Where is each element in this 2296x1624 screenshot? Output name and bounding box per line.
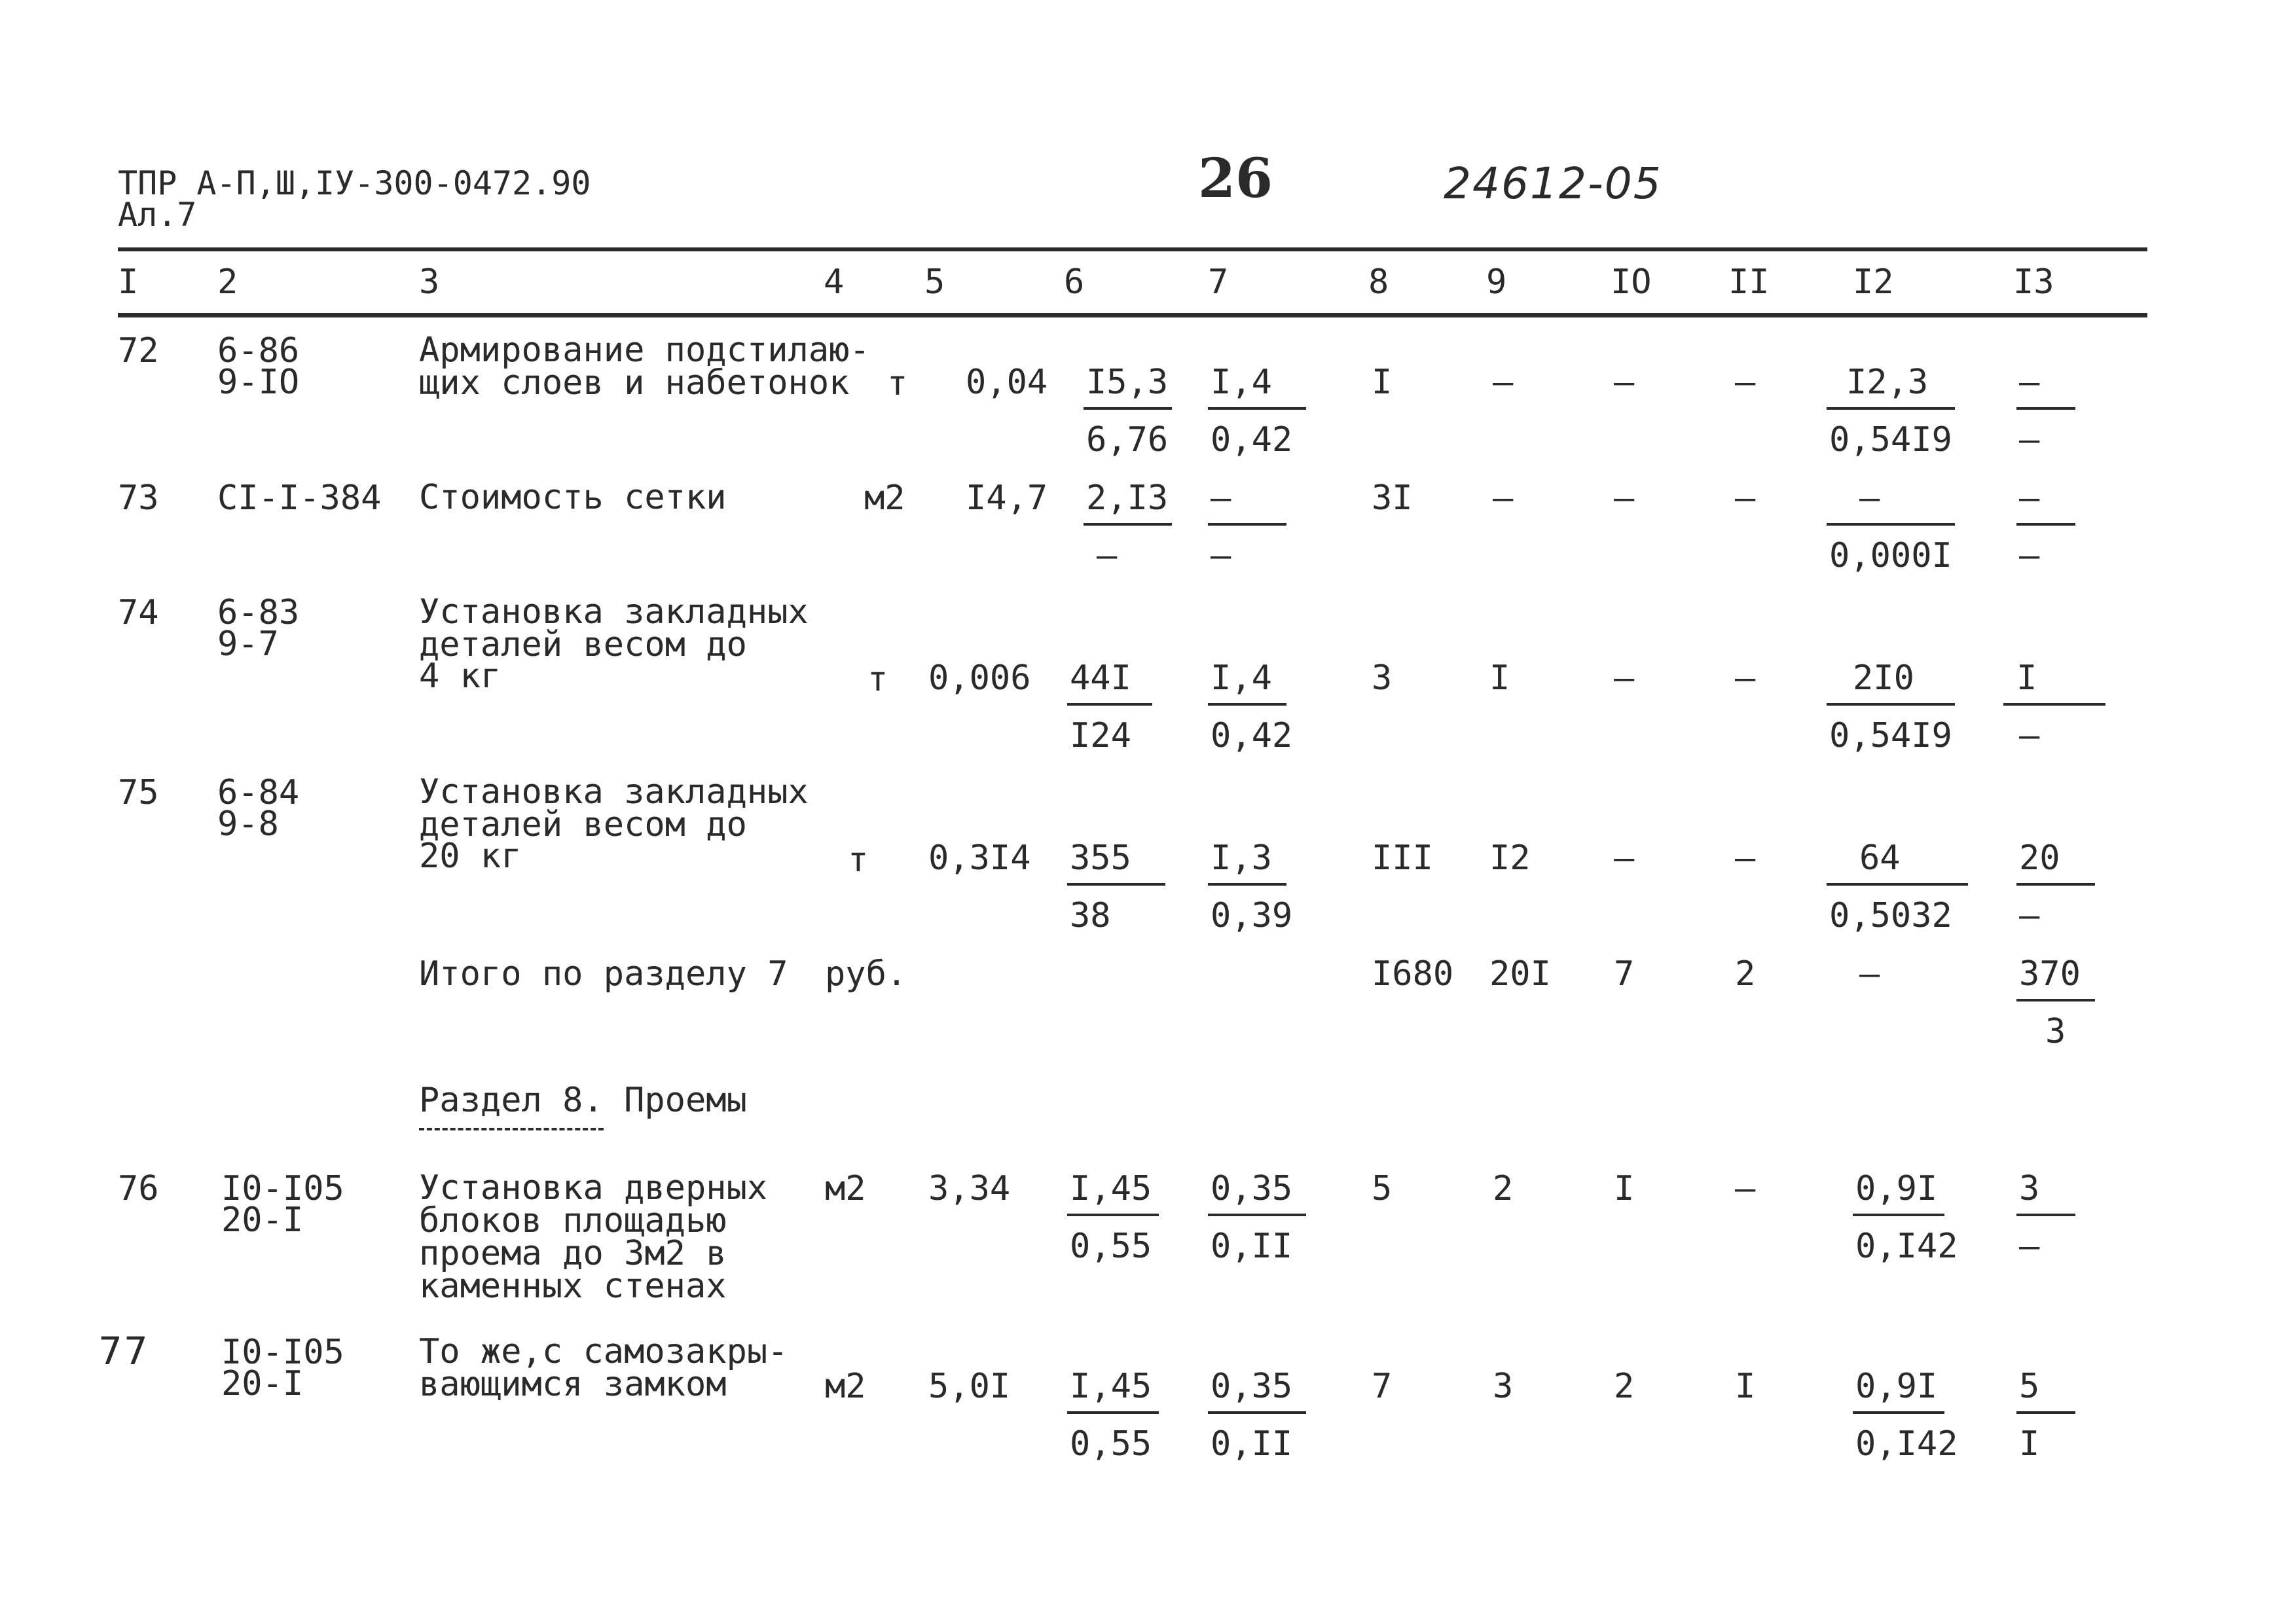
col8-value: 3I (1372, 478, 1413, 518)
total-col11: 2 (1735, 954, 1756, 994)
work-description: То же,с самозакры- (419, 1332, 788, 1371)
fraction-bottom: I (2019, 1424, 2040, 1464)
row-number: 72 (118, 331, 159, 370)
fraction-bottom: – (2019, 536, 2040, 575)
col9-value: – (1493, 478, 1514, 518)
col9-value: I (1489, 659, 1510, 698)
fraction-top: 20 (2016, 841, 2095, 886)
quantity: 5,0I (928, 1367, 1011, 1406)
norm-code: 6-83 (217, 593, 300, 632)
quantity: 0,3I4 (928, 839, 1031, 878)
fraction-top: 64 (1827, 841, 1968, 886)
fraction-top: I (2003, 661, 2105, 706)
fraction-bottom: 0,55 (1070, 1424, 1152, 1464)
fraction-bottom: – (2019, 896, 2040, 935)
norm-code: 9-7 (217, 624, 279, 664)
fraction-top: 370 (2016, 957, 2095, 1001)
work-description: щих слоев и набетонок (419, 363, 850, 403)
column-header: I3 (2013, 262, 2054, 302)
column-header: 6 (1064, 262, 1085, 302)
norm-code: I0-I05 (221, 1169, 344, 1208)
fraction-bottom: 0,II (1211, 1424, 1293, 1464)
total-col13 (2016, 954, 2095, 1051)
fraction-top: – (1208, 481, 1286, 526)
column-header: I (118, 262, 139, 302)
fraction-top: 2I0 (1827, 661, 1955, 706)
total-col12: – (1859, 954, 1880, 994)
quantity: 0,04 (966, 363, 1048, 402)
col10-value: 2 (1614, 1367, 1635, 1406)
col10-value: – (1614, 363, 1635, 402)
cost-fraction-col7 (1208, 363, 1306, 460)
fraction-bottom: 6,76 (1086, 420, 1169, 460)
col8-value: III (1372, 839, 1433, 878)
total-unit: руб. (825, 954, 907, 994)
column-header: II (1728, 262, 1770, 302)
row-number: 76 (118, 1169, 159, 1208)
quantity: 0,006 (928, 659, 1031, 698)
cost-fraction-col6 (1067, 841, 1165, 933)
fraction-bottom: 38 (1070, 896, 1111, 935)
fraction-bottom: 0,54I9 (1829, 716, 1952, 755)
sheet-label: Ал.7 (118, 196, 197, 234)
col10-value: – (1614, 659, 1635, 698)
col11-value: – (1735, 1169, 1756, 1208)
unit: м2 (825, 1169, 866, 1208)
norm-code: 6-86 (217, 331, 300, 370)
cost-fraction-col7 (1208, 661, 1292, 753)
cost-fraction-col7 (1208, 841, 1292, 933)
fraction-top: I5,3 (1084, 365, 1172, 410)
cost-fraction-col13 (2016, 841, 2095, 933)
work-description: Стоимость сетки (419, 478, 727, 517)
column-header: 4 (824, 262, 845, 302)
table-top-rule (118, 247, 2147, 251)
cost-fraction-col12 (1853, 1169, 1958, 1266)
fraction-bottom: 0,000I (1829, 536, 1952, 575)
col9-value: 3 (1493, 1367, 1514, 1406)
fraction-top: 355 (1067, 841, 1165, 886)
fraction-bottom: – (1097, 536, 1118, 575)
unit: м2 (864, 478, 905, 518)
fraction-bottom: 0,39 (1211, 896, 1293, 935)
cost-fraction-col12 (1827, 661, 1955, 753)
fraction-bottom: – (2019, 1227, 2040, 1266)
unit: т (867, 660, 888, 699)
work-description: деталей весом до (419, 805, 747, 844)
unit: т (848, 840, 869, 880)
cost-fraction-col13 (2016, 478, 2075, 575)
fraction-bottom: 3 (2045, 1012, 2066, 1051)
cost-fraction-col6 (1084, 478, 1172, 575)
column-header: 9 (1486, 262, 1507, 302)
fraction-top: 44I (1067, 661, 1152, 706)
cost-fraction-col13 (2016, 1169, 2075, 1266)
fraction-bottom: 0,II (1211, 1227, 1293, 1266)
cost-fraction-col13 (2003, 661, 2105, 753)
quantity: I4,7 (966, 478, 1048, 518)
document-number: 24612-05 (1444, 158, 1662, 209)
work-description: каменных стенах (419, 1267, 727, 1306)
col11-value: – (1735, 839, 1756, 878)
col11-value: – (1735, 363, 1756, 402)
cost-fraction-col6 (1067, 1169, 1159, 1266)
column-header: I2 (1853, 262, 1894, 302)
fraction-bottom: 0,42 (1211, 420, 1293, 460)
fraction-top: 0,9I (1853, 1172, 1944, 1216)
column-header: 5 (924, 262, 945, 302)
fraction-top: I,45 (1067, 1369, 1159, 1414)
section-number: Раздел 8. (419, 1081, 604, 1130)
col11-value: I (1735, 1367, 1756, 1406)
work-description: проема до 3м2 в (419, 1234, 727, 1273)
fraction-bottom: 0,55 (1070, 1227, 1152, 1266)
total-col9: 20I (1489, 954, 1551, 994)
fraction-top: 5 (2016, 1369, 2075, 1414)
document-code: ТПР А-П,Ш,IУ-300-0472.90 (118, 164, 591, 202)
unit: т (887, 364, 908, 403)
fraction-bottom: 0,I42 (1855, 1424, 1958, 1464)
col8-value: 3 (1372, 659, 1393, 698)
norm-code: I0-I05 (221, 1333, 344, 1372)
fraction-top: I2,3 (1827, 365, 1955, 410)
row-number: 74 (118, 593, 159, 632)
row-number: 73 (118, 478, 159, 518)
fraction-bottom: I24 (1070, 716, 1131, 755)
total-col8: I680 (1372, 954, 1454, 994)
fraction-bottom: 0,I42 (1855, 1227, 1958, 1266)
col11-value: – (1735, 659, 1756, 698)
cost-fraction-col13 (2016, 363, 2075, 460)
cost-fraction-col7 (1208, 478, 1286, 575)
work-description: Установка дверных (419, 1168, 768, 1208)
fraction-top: I,4 (1208, 365, 1306, 410)
norm-code: 20-I (221, 1364, 304, 1403)
col9-value: 2 (1493, 1169, 1514, 1208)
column-header: 2 (217, 262, 238, 302)
col10-value: – (1614, 478, 1635, 518)
work-description: Армирование подстилаю- (419, 331, 870, 370)
work-description: деталей весом до (419, 625, 747, 664)
col10-value: I (1614, 1169, 1635, 1208)
section-title (419, 1081, 747, 1120)
cost-fraction-col6 (1067, 661, 1152, 753)
cost-fraction-col7 (1208, 1169, 1306, 1266)
col9-value: – (1493, 363, 1514, 402)
fraction-top: – (2016, 365, 2075, 410)
col11-value: – (1735, 478, 1756, 518)
fraction-bottom: 0,5032 (1829, 896, 1952, 935)
norm-code: 20-I (221, 1200, 304, 1240)
fraction-bottom: – (2019, 420, 2040, 460)
norm-code: 6-84 (217, 773, 300, 812)
fraction-top: – (2016, 481, 2075, 526)
cost-fraction-col6 (1067, 1367, 1159, 1464)
fraction-top: 2,I3 (1084, 481, 1172, 526)
fraction-top: 0,9I (1853, 1369, 1944, 1414)
total-col10: 7 (1614, 954, 1635, 994)
column-header: 7 (1208, 262, 1229, 302)
fraction-bottom: – (1211, 536, 1231, 575)
cost-fraction-col12 (1827, 841, 1968, 933)
work-description: Установка закладных (419, 772, 809, 812)
unit: м2 (825, 1367, 866, 1406)
work-description: вающимся замком (419, 1365, 727, 1404)
fraction-bottom: – (2019, 716, 2040, 755)
norm-code: 9-8 (217, 804, 279, 844)
norm-code: CI-I-384 (217, 478, 382, 518)
cost-fraction-col12 (1827, 478, 1955, 575)
cost-fraction-col6 (1084, 363, 1172, 460)
table-header-rule (118, 313, 2147, 317)
row-number: 75 (118, 773, 159, 812)
fraction-top: – (1827, 481, 1955, 526)
total-label: Итого по разделу 7 (419, 954, 788, 994)
fraction-top: 0,35 (1208, 1369, 1306, 1414)
fraction-top: I,45 (1067, 1172, 1159, 1216)
column-header: IO (1611, 262, 1652, 302)
norm-code: 9-IO (217, 363, 300, 402)
cost-fraction-col7 (1208, 1367, 1306, 1464)
fraction-bottom: 0,54I9 (1829, 420, 1952, 460)
fraction-bottom: 0,42 (1211, 716, 1293, 755)
col10-value: – (1614, 839, 1635, 878)
cost-fraction-col12 (1827, 363, 1955, 460)
col8-value: 5 (1372, 1169, 1393, 1208)
fraction-top: I,3 (1208, 841, 1286, 886)
work-description: блоков площадью (419, 1201, 727, 1240)
cost-fraction-col12 (1853, 1367, 1958, 1464)
fraction-top: 3 (2016, 1172, 2075, 1216)
col8-value: I (1372, 363, 1393, 402)
work-description: 20 кг (419, 837, 522, 876)
column-header: 8 (1368, 262, 1389, 302)
page-number: 26 (1198, 147, 1273, 210)
row-number: 77 (98, 1329, 149, 1373)
col9-value: I2 (1489, 839, 1531, 878)
section-name: Проемы (603, 1081, 747, 1120)
cost-fraction-col13 (2016, 1367, 2075, 1464)
work-description: Установка закладных (419, 592, 809, 632)
fraction-top: I,4 (1208, 661, 1286, 706)
quantity: 3,34 (928, 1169, 1011, 1208)
col8-value: 7 (1372, 1367, 1393, 1406)
work-description: 4 кг (419, 657, 501, 696)
fraction-top: 0,35 (1208, 1172, 1306, 1216)
column-header: 3 (419, 262, 440, 302)
